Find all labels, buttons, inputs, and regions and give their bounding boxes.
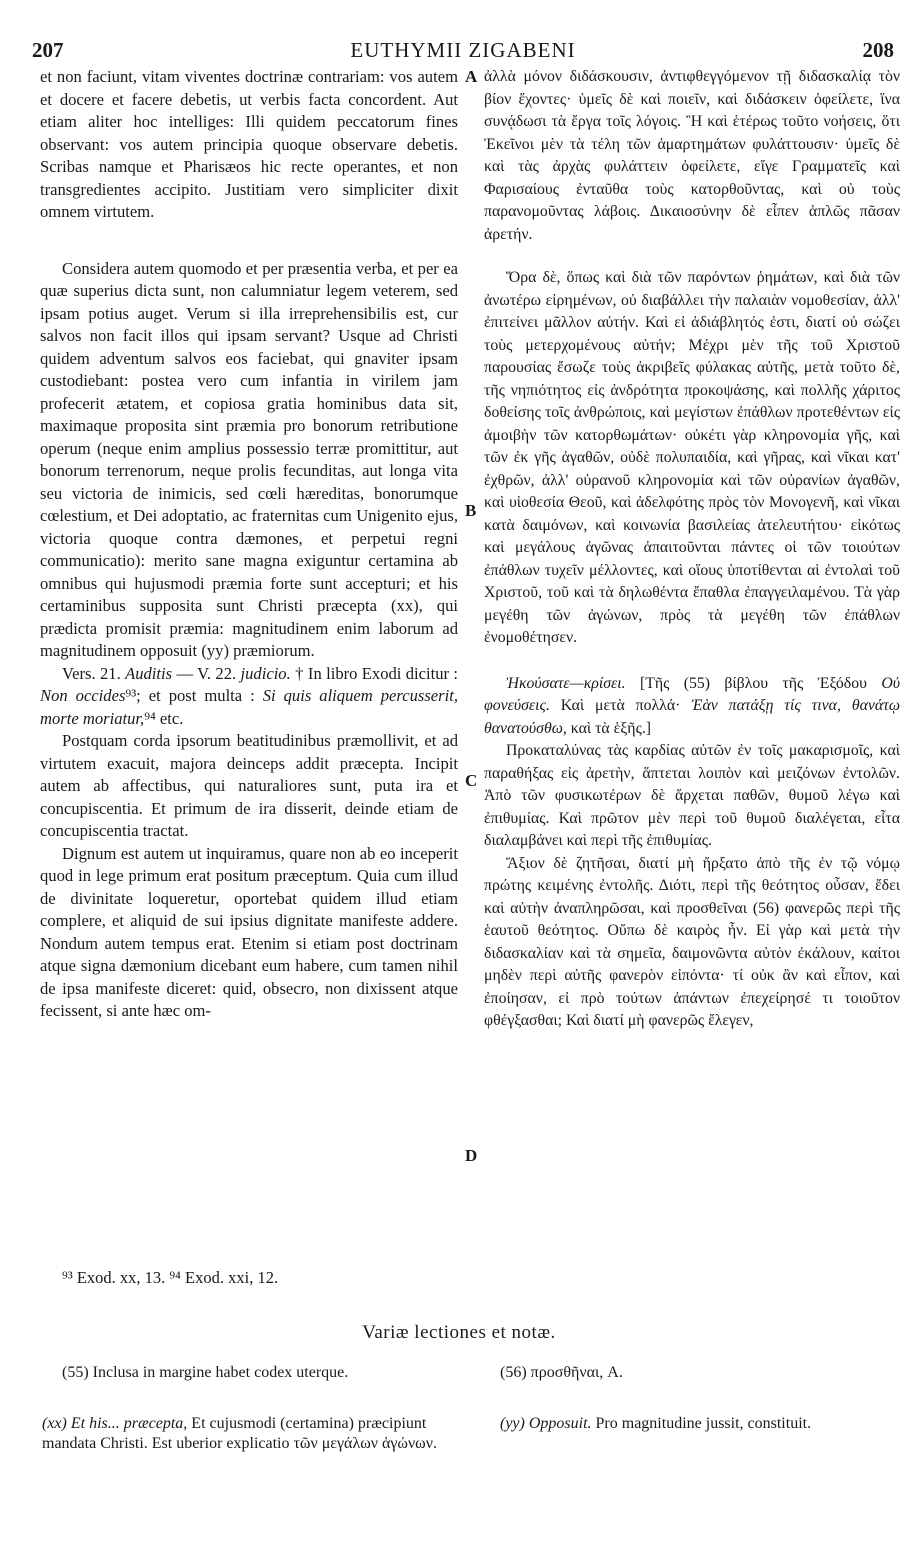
note-56: (56) προσθῆναι, A. bbox=[500, 1364, 623, 1381]
greek-verse-text: [Τῆς (55) βίβλου τῆς Ἐξόδου bbox=[639, 674, 867, 692]
verse-number: Vers. 21. bbox=[62, 663, 121, 683]
margin-letter-c: C bbox=[465, 771, 478, 790]
greek-paragraph-4: Προκαταλύνας τὰς καρδίας αὐτῶν ἐν τοῖς μακαρισμοῖς, καὶ παραθήξας εἰς ἀρετὴν, ἅπτεται λοιπὸν καὶ μειζόνων ἐντολῶν. Ἀπὸ τῶν φυσικωτέρων δὲ ἄρχεται παθῶν, θυμοῦ λέγω καὶ ἐπιθυμίας. Καὶ πρῶτον μὲν περὶ τοῦ θυμοῦ διαλέγεται, εἶτα διαλαμβάνει καὶ περὶ τῆς ἐπιθυμίας. bbox=[484, 742, 900, 849]
greek-column bbox=[484, 66, 900, 1033]
latin-paragraph-4: Postquam corda ipsorum beatitudinibus præmollivit, et ad virtutem exacuit, majora deinceps addit præcepta. Incipit autem ab affectibus, qui naturaliores sunt, puta ira et concupiscentia. Et primum de ira disserit, deinde etiam de concupiscentia tractat. bbox=[40, 731, 458, 840]
page-number-left: 207 bbox=[32, 38, 64, 62]
latin-paragraph-5: Dignum est autem ut inquiramus, quare non ab eo inceperit quod in lege primum erat positum præceptum. Quia cum illud de divinitate loqueretur, oportebat quidem illud etiam complere, et aliquid de sui ipsius dignitate manifeste addere. Nondum autem tempus erat. Etenim si etiam post doctrinam atque signa dæmonium dicebant eum habere, cum tamen nihil de ipsa manifeste diceret: quid, obsecro, non dixissent atque fecissent, si ante hæc om- bbox=[40, 843, 458, 1020]
note-yy-text: Pro magnitudine jussit, constituit. bbox=[595, 1415, 812, 1432]
margin-letter-a: A bbox=[465, 67, 478, 86]
greek-verse-text-2: Καὶ μετὰ πολλά· bbox=[560, 697, 681, 714]
latin-verse-reference bbox=[40, 663, 458, 731]
verse-text: † In libro Exodi dicitur : bbox=[295, 663, 459, 683]
note-yy-lemma: (yy) Opposuit. bbox=[500, 1415, 592, 1432]
note-xx bbox=[42, 1414, 462, 1454]
greek-verse-reference bbox=[484, 673, 900, 741]
variae-lectiones-heading: Variæ lectiones et notæ. bbox=[362, 1322, 556, 1343]
greek-verse-quote-2: Ἐὰν πατάξῃ τίς τινα, θανάτῳ θανατούσθω, bbox=[484, 697, 900, 737]
latin-column bbox=[40, 66, 458, 1023]
note-xx-lemma: (xx) Et his... præcepta, bbox=[42, 1415, 188, 1432]
verse-text-2: ⁹³; et post multa : bbox=[125, 686, 255, 705]
margin-letter-b: B bbox=[465, 501, 477, 520]
verse-quote-1: Non occides bbox=[40, 686, 126, 705]
greek-paragraph-5: Ἄξιον δὲ ζητῆσαι, διατί μὴ ἤρξατο ἀπὸ τῆς ἐν τῷ νόμῳ πρώτης κειμένης ἐντολῆς. Διότι, περὶ τῆς θεότητος οὖσαν, ἔδει καὶ αὐτὴν ἀναπληρῶσαι, καὶ προσθεῖναι (56) φανερῶς περὶ τῆς ἑαυτοῦ θεότητος. Οὔπω δὲ καιρὸς ἦν. Εἰ γὰρ καὶ μετὰ τὴν διδασκαλίαν καὶ τὰ σημεῖα, δαιμονῶντα αὐτὸν ἐκάλουν, καίτοι μηδὲν περὶ αὐτῆς φανερὸν εἰπόντα· τί οὐκ ἂν καὶ εἶπον, καὶ ἐποίησαν, εἰ πρὸ τούτων ἁπάντων ἐπεχείρησέ τι τοιοῦτον φθέγξασθαι; Καὶ διατί μὴ φανερῶς ἔλεγεν, bbox=[484, 854, 900, 1029]
greek-verse-lemma: Ἠκούσατε—κρίσει. bbox=[506, 674, 626, 692]
running-title: EUTHYMII ZIGABENI bbox=[350, 38, 576, 62]
verse-incipit: Auditis bbox=[125, 663, 173, 683]
latin-paragraph-2: Considera autem quomodo et per præsentia verba, et per ea quæ superius dicta sunt, non calumniatur legem veterem, sed ipsam potius auget. Verum si illa irreprehensibilis est, cur salvos non facit illos qui ipsam servant? Usque ad Christi quidem adventum salvos eos faciebat, qui gnaviter ipsam custodiebant: postea vero cum infantia in virilem jam profecerit ætatem, et copiosa gratia hominibus data sit, maximaque proposita sint præmia pro bonorum retributione operum (neque enim amplius possessio terræ promittitur, aut bonorum terrenorum, neque prolis fecunditas, aut longa vita seu victoria de inimicis, sed cœli hæreditas, bonorumque cœlestium, et Dei adoptatio, ac fraternitas cum Unigenito ejus, victoria quoque contra dæmones, et perpetui regni communicatio): merito sane magna exiguntur certamina ab omnibus qui hujusmodi præmia forte sunt accepturi; et his certaminibus supposita sunt Christi præcepta (xx), qui prædicta promisit præmia: magnitudinem enim laborum ad magnitudinem opposuit (yy) præmiorum. bbox=[40, 258, 458, 660]
page-header bbox=[32, 38, 894, 64]
page-number-right: 208 bbox=[862, 38, 894, 62]
note-xx-text: Et cujusmodi (certamina) præcipiunt mandata Christi. Est uberior explicatio τῶν μεγάλων ἀγώνων. bbox=[42, 1415, 437, 1452]
latin-paragraph-1: et non faciunt, vitam viventes doctrinæ contrariam: vos autem et docere et facere debetis, ut verbis facta concordent. Aut etiam aliter hoc intelliges: Illi quidem peccatorum fines observant: vos autem principia quoque observare debetis. Scribas namque et Pharisæos hic recte operantes, et non transgredientes accipito. Justitiam vero simpliciter dixit omnem virtutem. bbox=[40, 67, 458, 221]
margin-letter-d: D bbox=[465, 1146, 478, 1165]
verse-number-2: — V. 22. bbox=[176, 663, 237, 683]
note-55: (55) Inclusa in margine habet codex uterque. bbox=[62, 1364, 349, 1381]
greek-paragraph-1: ἀλλὰ μόνον διδάσκουσιν, ἀντιφθεγγόμενον τῇ διδασκαλίᾳ τὸν βίον ἔχοντες· ὑμεῖς δὲ καὶ ποιεῖν, καὶ διδάσκειν ὀφείλετε, ἵνα συνᾴδωσι τὰ ἔργα τοῖς λόγοις. Ἢ καὶ ἑτέρως τοῦτο νοήσεις, ὅτι Ἐκεῖνοι μὲν τὰ τέλη τῶν ἁμαρτημάτων φυλάττουσιν· ὑμεῖς δὲ καὶ τὰς ἀρχὰς φυλάττειν ὀφείλετε, εἴγε Γραμματεῖς καὶ Φαρισαίους ἐνταῦθα τοὺς κατορθοῦντας, καὶ οὐ τοὺς παρανομοῦντας λάβοις. Δικαιοσύνην δὲ εἶπεν ἁπλῶς πᾶσαν ἀρετήν. bbox=[484, 68, 900, 243]
greek-paragraph-2: Ὅρα δὲ, ὅπως καὶ διὰ τῶν παρόντων ῥημάτων, καὶ διὰ τῶν ἀνωτέρω εἰρημένων, οὐ διαβάλλει τὴν παλαιὰν νομοθεσίαν, ἀλλ' ἐπιτείνει μᾶλλον αὐτήν. Καὶ εἰ ἀδιάβλητός ἐστι, διατί οὐ σώζει τοὺς μετερχομένους αὐτήν; Μέχρι μὲν τῆς τοῦ Χριστοῦ παρουσίας ἔσωζε τοὺς ἀκριβεῖς φύλακας αὐτῆς, μετὰ τοῦτο δὲ, τῆς νηπιότητος εἰς ἀνδρότητα προκοψάσης, καὶ πολλῆς χάριτος δοθείσης τοῖς ἀνθρώποις, καὶ μεγίστων ἐπάθλων προτεθέντων εἰς ἀμοιβὴν τῶν κατορθωμάτων· οὐκέτι γὰρ κληρονομία γῆς, καὶ τῶν ἐκ γῆς ἀγαθῶν, οὐδὲ πολυπαιδία, καὶ γῆρας, καὶ νῖκαι κατ' ἐχθρῶν, ἀλλ' οὐρανοῦ κληρονομία καὶ τῶν οὐρανίων ἀγαθῶν, καὶ υἱοθεσία Θεοῦ, καὶ ἀδελφότης πρὸς τὸν Μονογενῆ, καὶ νῖκαι κατὰ δαιμόνων, καὶ κοινωνία βασιλείας ἀτελευτήτου· εἰκότως καὶ μεγάλους ἀγῶνας ἀπαιτοῦνται πάντες οἱ τῶν τοιούτων ἐπάθλων τυχεῖν μέλλοντες, καὶ οἵους ὑποτίθενται αἱ ἐντολαὶ τοῦ Χριστοῦ, τοῦ καὶ τὰ δηλωθέντα ἔπαθλα ἐπαγγειλαμένου. Τὰ γὰρ μεγέθη τῶν ἀγώνων, πρὸς τὰ μεγέθη τῶν ἐπάθλων ἐνομοθέτησεν. bbox=[484, 269, 900, 646]
footnotes: ⁹³ Exod. xx, 13. ⁹⁴ Exod. xxi, 12. bbox=[62, 1268, 279, 1287]
note-yy bbox=[500, 1414, 885, 1434]
verse-explicit: judicio. bbox=[240, 663, 291, 683]
greek-verse-text-3: καὶ τὰ ἑξῆς.] bbox=[570, 719, 652, 737]
verse-text-3: ⁹⁴ etc. bbox=[144, 708, 184, 728]
greek-verse-quote-1: Οὐ φονεύσεις. bbox=[484, 674, 900, 714]
verse-quote-2: Si quis aliquem percusserit, morte moriatur, bbox=[40, 686, 458, 728]
